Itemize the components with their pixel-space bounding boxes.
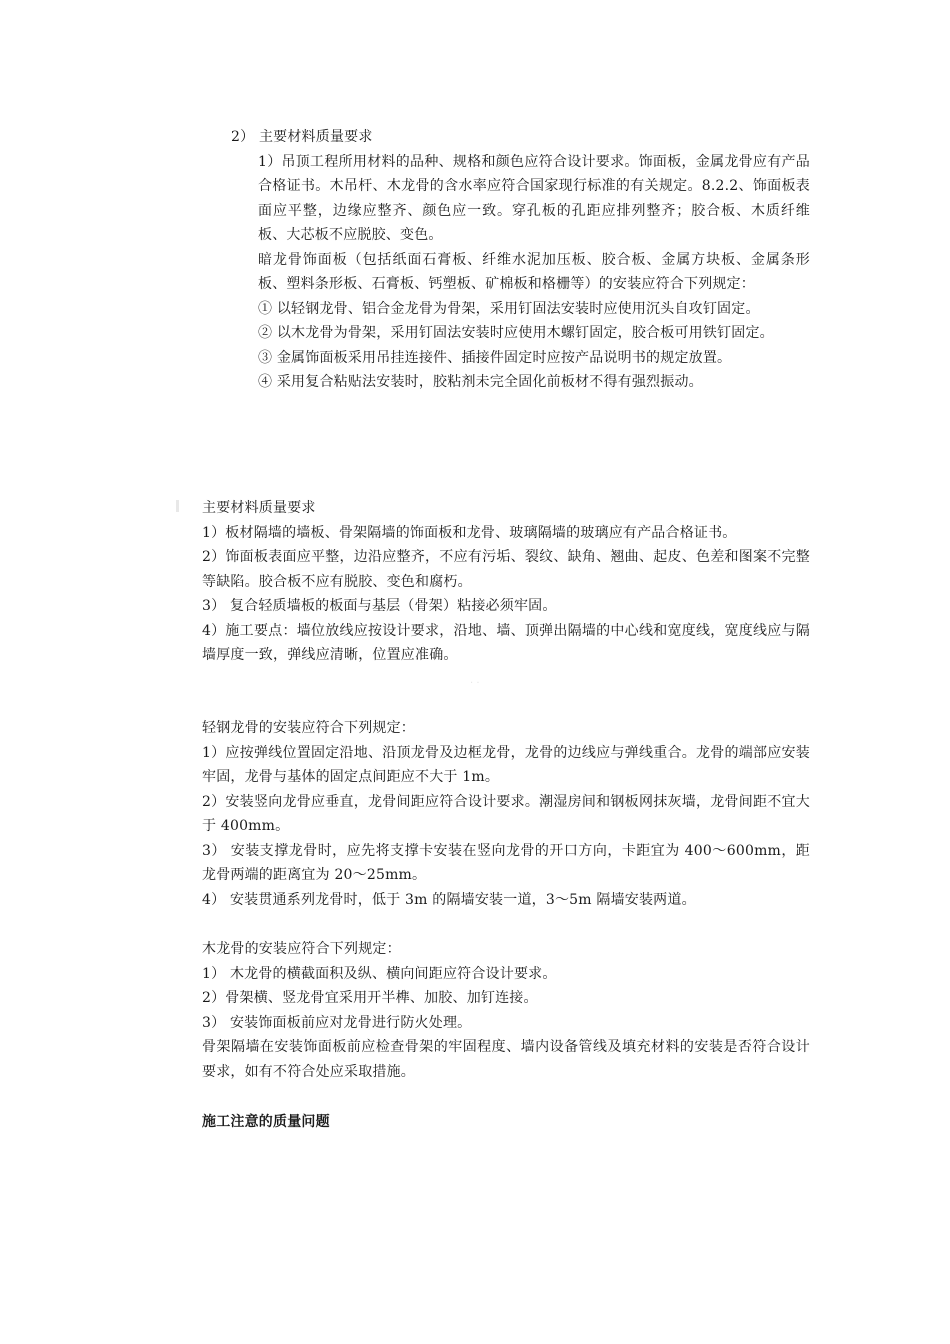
paragraph: 1）板材隔墙的墙板、骨架隔墙的饰面板和龙骨、玻璃隔墙的玻璃应有产品合格证书。 xyxy=(202,524,737,541)
section-heading: 轻钢龙骨的安装应符合下列规定： xyxy=(202,720,415,736)
paragraph: 2）骨架横、竖龙骨宜采用开半榫、加胶、加钉连接。 xyxy=(202,990,538,1006)
section-quality-issues xyxy=(202,1110,810,1135)
paragraph: 3） 安装饰面板前应对龙骨进行防火处理。 xyxy=(202,1014,472,1031)
section-heading: 木龙骨的安装应符合下列规定： xyxy=(202,941,401,957)
paragraph: 3） 安装支撑龙骨时，应先将支撑卡安装在竖向龙骨的开口方向，卡距宜为 400～600mm，距龙骨两端的距离宜为 20～25mm。 xyxy=(202,842,810,883)
section-ceiling-materials xyxy=(231,125,810,395)
list-item: ① 以轻钢龙骨、铝合金龙骨为骨架，采用钉固法安装时应使用沉头自攻钉固定。 xyxy=(258,300,760,317)
paragraph: 骨架隔墙在安装饰面板前应检查骨架的牢固程度、墙内设备管线及填充材料的安装是否符合设计要求，如有不符合处应采取措施。 xyxy=(202,1039,810,1080)
scan-artifact-mark xyxy=(176,500,179,512)
section-partition-materials xyxy=(202,496,810,668)
section-heading: 2） 主要材料质量要求 xyxy=(231,129,373,145)
paragraph: 1）吊顶工程所用材料的品种、规格和颜色应符合设计要求。饰面板，金属龙骨应有产品合格证书。木吊杆、木龙骨的含水率应符合国家现行标准的有关规定。8.2.2、饰面板表面应平整，边缘应整齐、颜色应一致。穿孔板的孔距应排列整齐；胶合板、木质纤维板、大芯板不应脱胶、变色。 xyxy=(258,153,810,243)
paragraph: 2）饰面板表面应平整，边沿应整齐，不应有污垢、裂纹、缺角、翘曲、起皮、色差和图案不完整等缺陷。胶合板不应有脱胶、变色和腐朽。 xyxy=(202,549,810,590)
section-heading: 主要材料质量要求 xyxy=(202,500,316,516)
scan-artifact-dots: · · xyxy=(470,678,480,689)
list-item: ② 以木龙骨为骨架，采用钉固法安装时应使用木螺钉固定，胶合板可用铁钉固定。 xyxy=(258,325,774,341)
section-light-steel-keel xyxy=(202,716,810,912)
section-heading: 施工注意的质量问题 xyxy=(202,1114,330,1130)
paragraph: 暗龙骨饰面板（包括纸面石膏板、纤维水泥加压板、胶合板、金属方块板、金属条形板、塑料条形板、石膏板、钙塑板、矿棉板和格栅等）的安装应符合下列规定： xyxy=(258,251,810,292)
paragraph: 1）应按弹线位置固定沿地、沿顶龙骨及边框龙骨，龙骨的边线应与弹线重合。龙骨的端部应安装牢固，龙骨与基体的固定点间距应不大于 1m。 xyxy=(202,744,810,785)
paragraph: 3） 复合轻质墙板的板面与基层（骨架）粘接必须牢固。 xyxy=(202,598,557,614)
paragraph: 2）安装竖向龙骨应垂直，龙骨间距应符合设计要求。潮湿房间和钢板网抹灰墙，龙骨间距不宜大于 400mm。 xyxy=(202,793,810,834)
section-wood-keel xyxy=(202,937,810,1084)
list-item: ③ 金属饰面板采用吊挂连接件、插接件固定时应按产品说明书的规定放置。 xyxy=(258,349,732,366)
paragraph: 4） 安装贯通系列龙骨时，低于 3m 的隔墙安装一道，3～5m 隔墙安装两道。 xyxy=(202,891,696,908)
list-item: ④ 采用复合粘贴法安装时，胶粘剂未完全固化前板材不得有强烈振动。 xyxy=(258,374,703,390)
paragraph: 4）施工要点：墙位放线应按设计要求，沿地、墙、顶弹出隔墙的中心线和宽度线，宽度线应与隔墙厚度一致，弹线应清晰，位置应准确。 xyxy=(202,622,810,663)
paragraph: 1） 木龙骨的横截面积及纵、横向间距应符合设计要求。 xyxy=(202,965,557,982)
